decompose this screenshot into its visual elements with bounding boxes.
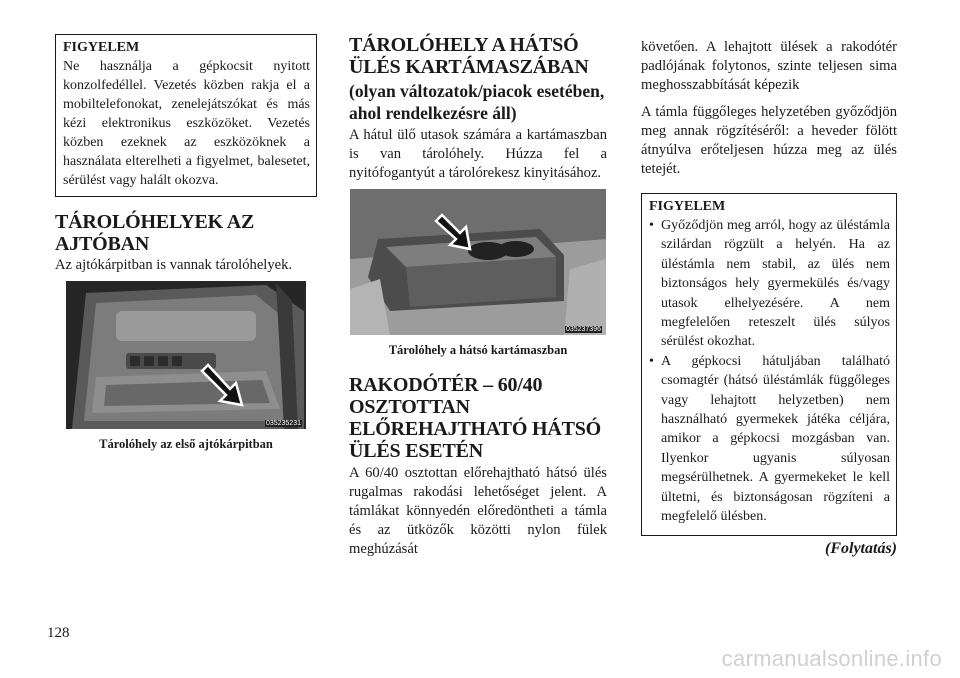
cargo-area-heading: RAKODÓTÉR – 60/40 OSZTOTTAN ELŐREHAJTHATÓ HÁTSÓ ÜLÉS ESETÉN (349, 374, 601, 462)
warning-title: FIGYELEM (649, 199, 726, 214)
warning-item: • Győződjön meg arról, hogy az üléstámla szilárdan rögzült a helyén. Ha az üléstámla nem stabil, az ülés nem biztonságos hely gyermekülés és/vagy utasok elhelyezésére. A nem megfelelően reteszelt ülés súlyos sérülést okozhat. (649, 216, 890, 352)
seat-warning-box (641, 193, 897, 536)
door-panel-illustration (66, 281, 306, 429)
warning-text: Ne használja a gépkocsit nyitott konzolfedéllel. Vezetés közben rakja el a mobiltelefonokat, zenelejátszókat és más kézi elektronikus eszközöket. Vezetés közben ezeknek az eszközöknek a használata elterelheti a figyelmet, balesetet, sérülést vagy halált okozva. (63, 59, 310, 188)
right-column (641, 38, 897, 558)
armrest-illustration (350, 189, 606, 335)
figure-code: 035235231 (265, 420, 301, 427)
cargo-area-text-continued: követően. A lehajtott ülések a rakodótér padlójának folytonos, szinte teljesen sima meghosszabbítását képezik (641, 39, 897, 93)
door-storage-heading: TÁROLÓHELYEK AZ AJTÓBAN (55, 211, 255, 255)
armrest-storage-heading: TÁROLÓHELY A HÁTSÓ ÜLÉS KARTÁMASZÁBAN (349, 34, 589, 78)
figure-caption: Tárolóhely az első ajtókárpitban (99, 437, 273, 451)
figure-code: 035237396 (565, 326, 601, 333)
warning-list (649, 216, 890, 527)
console-warning-box (55, 34, 317, 197)
cargo-area-text: A 60/40 osztottan előrehajtható hátsó ülés rugalmas rakodási lehetőséget jelent. A támlákat könnyedén előredöntheti a támla és az ütközők közötti nylon fülek meghúzását (349, 465, 607, 557)
seatback-check-text: A támla függőleges helyzetében győződjön meg annak rögzítéséről: a heveder fölött átnyúlva erőteljesen húzza meg az ülés tetejét. (641, 104, 897, 177)
door-storage-text: Az ajtókárpitban is vannak tárolóhelyek. (55, 257, 293, 273)
availability-subheading: (olyan változatok/piacok esetében, ahol rendelkezésre áll) (349, 81, 605, 123)
door-panel-figure (66, 281, 306, 429)
left-column (55, 34, 317, 452)
figure-caption: Tárolóhely a hátsó kartámaszban (388, 343, 568, 357)
middle-column (349, 34, 607, 559)
warning-title: FIGYELEM (63, 40, 140, 55)
warning-item: • A gépkocsi hátuljában található csomagtér (hátsó üléstámlák függőleges vagy lehajtott helyzetben) nem használható gyermekek játéka céljára, amikor a gépkocsi mozgásban van. Ilyenkor ugyanis súlyosan megsérülhetnek. A gyermekeket le kell ültetni, és biztonságosan rögzíteni a megfelelő ülésben. (649, 352, 890, 527)
armrest-storage-text: A hátul ülő utasok számára a kartámaszban is van tárolóhely. Húzza fel a nyitófogantyút a tárolórekesz kinyitásához. (349, 127, 607, 181)
watermark: carmanualsonline.info (721, 646, 942, 671)
page-number: 128 (47, 625, 70, 641)
armrest-figure (350, 189, 606, 335)
continued-label: (Folytatás) (825, 539, 897, 557)
